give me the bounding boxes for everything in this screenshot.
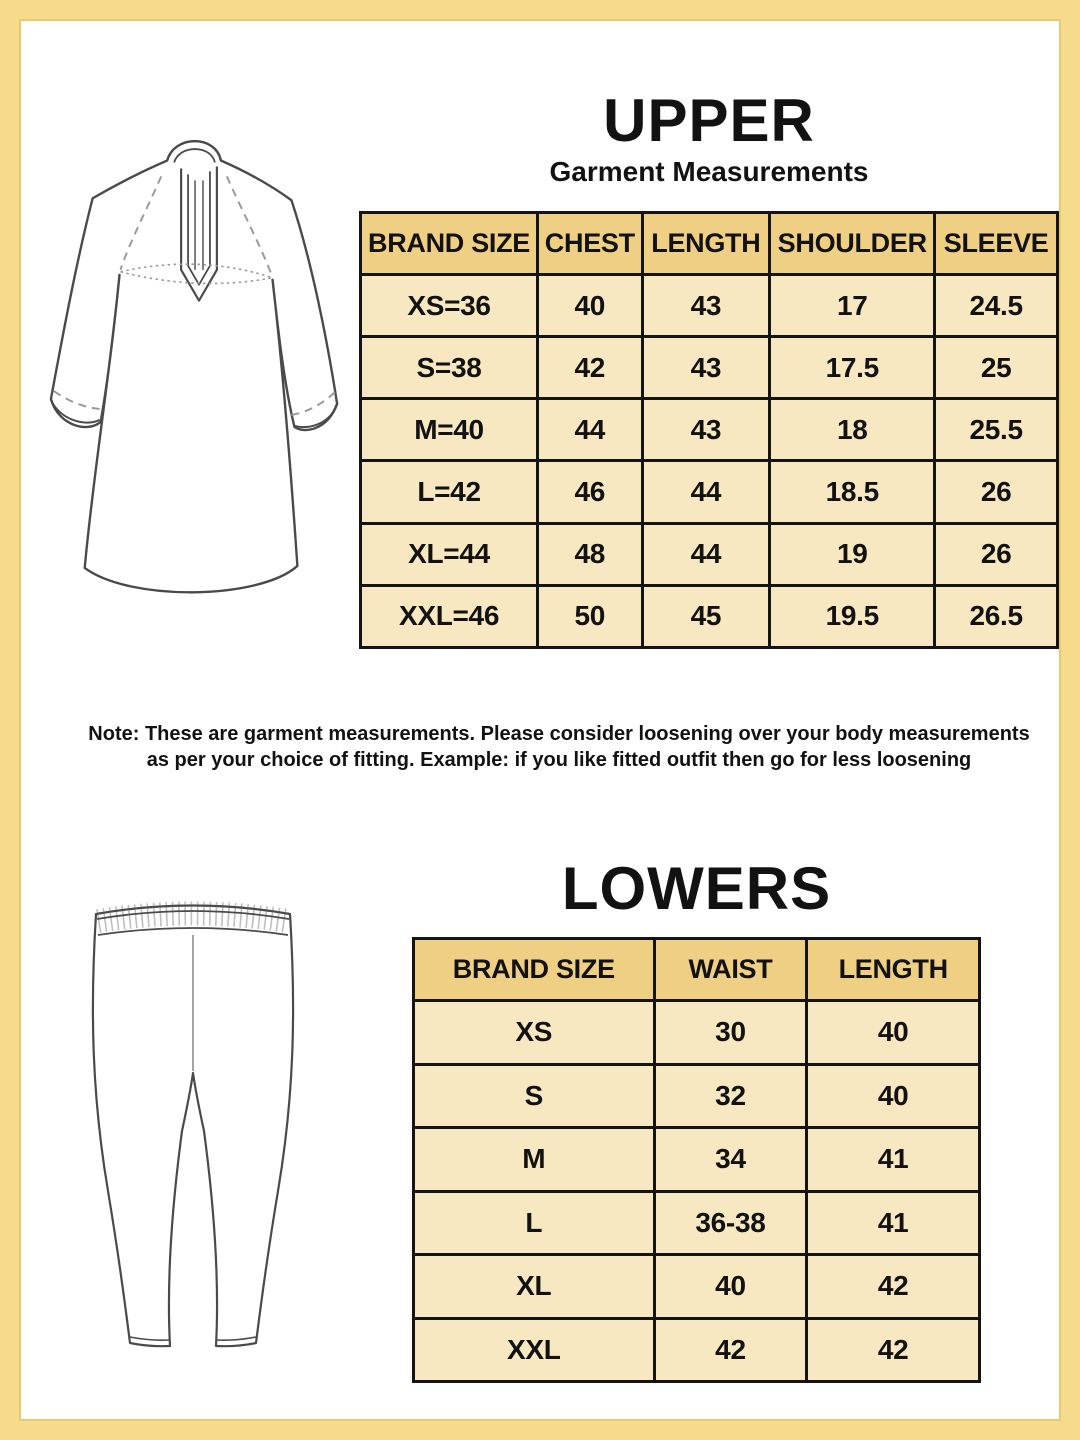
size-cell: 40 — [807, 1064, 980, 1128]
note-line-2: as per your choice of fitting. Example: if you like fitted outfit then go for less loosening — [146, 749, 972, 771]
size-cell: 18.5 — [770, 461, 935, 523]
size-cell: XS=36 — [361, 275, 538, 337]
size-cell: 25.5 — [935, 399, 1058, 461]
lowers-row-xxl — [414, 1318, 980, 1382]
upper-col-shoulder: SHOULDER — [770, 213, 935, 275]
kurta-body-outline — [51, 141, 337, 592]
size-cell: 42 — [807, 1255, 980, 1319]
upper-header — [359, 87, 1059, 187]
lowers-col-brand-size: BRAND SIZE — [414, 939, 655, 1001]
upper-col-brand-size: BRAND SIZE — [361, 213, 538, 275]
size-cell: 17.5 — [770, 337, 935, 399]
size-cell: XXL — [414, 1318, 655, 1382]
pants-illustration — [77, 891, 309, 1361]
size-cell: XXL=46 — [361, 585, 538, 647]
lowers-header — [412, 855, 981, 922]
size-cell: S=38 — [361, 337, 538, 399]
upper-size-table-container — [359, 211, 1059, 649]
size-cell: 42 — [807, 1318, 980, 1382]
lowers-row-s — [414, 1064, 980, 1128]
upper-row-l — [361, 461, 1058, 523]
size-cell: 40 — [538, 275, 643, 337]
lowers-header-row — [414, 939, 980, 1001]
upper-col-sleeve: SLEEVE — [935, 213, 1058, 275]
lowers-row-xl — [414, 1255, 980, 1319]
size-cell: 45 — [642, 585, 770, 647]
kurta-illustration — [41, 119, 359, 679]
size-cell: L — [414, 1191, 655, 1255]
size-cell: 26.5 — [935, 585, 1058, 647]
upper-subtitle: Garment Measurements — [549, 156, 869, 187]
size-cell: 41 — [807, 1191, 980, 1255]
size-cell: L=42 — [361, 461, 538, 523]
lowers-title: LOWERS — [561, 855, 832, 922]
upper-row-s — [361, 337, 1058, 399]
size-cell: 26 — [935, 523, 1058, 585]
size-cell: 32 — [654, 1064, 807, 1128]
size-cell: 34 — [654, 1128, 807, 1192]
upper-row-xl — [361, 523, 1058, 585]
upper-title: UPPER — [603, 87, 815, 154]
size-cell: 36-38 — [654, 1191, 807, 1255]
lowers-row-l — [414, 1191, 980, 1255]
lowers-col-length: LENGTH — [807, 939, 980, 1001]
size-cell: 17 — [770, 275, 935, 337]
size-cell: 18 — [770, 399, 935, 461]
size-cell: 26 — [935, 461, 1058, 523]
size-cell: 44 — [642, 523, 770, 585]
size-cell: 24.5 — [935, 275, 1058, 337]
size-cell: XL — [414, 1255, 655, 1319]
size-cell: 46 — [538, 461, 643, 523]
size-cell: 19.5 — [770, 585, 935, 647]
note-line-1: Note: These are garment measurements. Please consider loosening over your body measurements — [88, 723, 1030, 745]
size-cell: 44 — [642, 461, 770, 523]
size-cell: S — [414, 1064, 655, 1128]
size-cell: 40 — [807, 1001, 980, 1065]
lowers-col-waist: WAIST — [654, 939, 807, 1001]
upper-row-xs — [361, 275, 1058, 337]
size-cell: 43 — [642, 399, 770, 461]
lowers-size-table — [412, 937, 981, 1383]
size-cell: M — [414, 1128, 655, 1192]
size-cell: 48 — [538, 523, 643, 585]
size-cell: 50 — [538, 585, 643, 647]
size-cell: XS — [414, 1001, 655, 1065]
lowers-row-m — [414, 1128, 980, 1192]
size-cell: 25 — [935, 337, 1058, 399]
size-cell: 41 — [807, 1128, 980, 1192]
lowers-size-table-container — [412, 937, 981, 1383]
size-cell: 40 — [654, 1255, 807, 1319]
size-cell: 42 — [538, 337, 643, 399]
size-cell: 43 — [642, 337, 770, 399]
size-cell: 19 — [770, 523, 935, 585]
size-cell: 43 — [642, 275, 770, 337]
upper-row-xxl — [361, 585, 1058, 647]
upper-header-row — [361, 213, 1058, 275]
size-cell: 42 — [654, 1318, 807, 1382]
size-cell: 30 — [654, 1001, 807, 1065]
measurement-note — [69, 721, 1049, 773]
size-cell: 44 — [538, 399, 643, 461]
size-cell: XL=44 — [361, 523, 538, 585]
lowers-row-xs — [414, 1001, 980, 1065]
upper-col-length: LENGTH — [642, 213, 770, 275]
upper-col-chest: CHEST — [538, 213, 643, 275]
size-cell: M=40 — [361, 399, 538, 461]
upper-row-m — [361, 399, 1058, 461]
upper-size-table — [359, 211, 1059, 649]
